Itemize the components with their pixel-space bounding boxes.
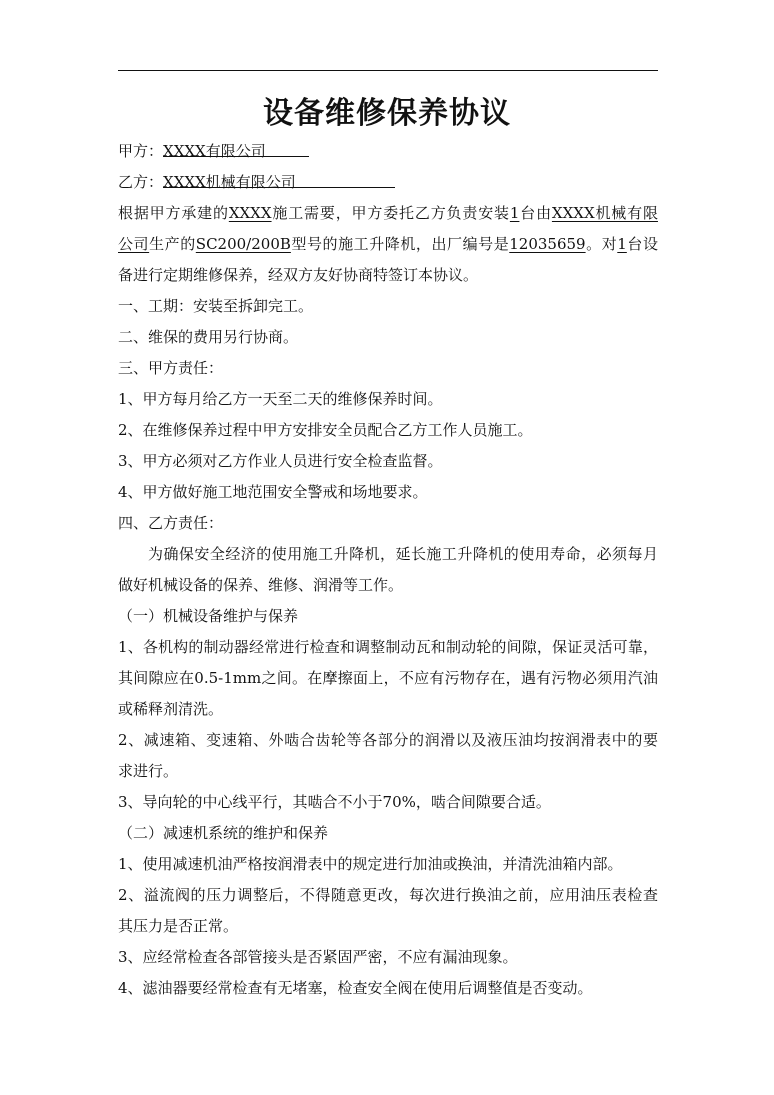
clause-fee: 二、维保的费用另行协商。 [118,328,299,346]
party-a-label: 甲方： [118,142,164,160]
section-1-item-3: 3、导向轮的中心线平行，其啮合不小于70%，啮合间隙要合适。 [118,793,551,811]
party-a-item-4: 4、甲方做好施工地范围安全警戒和场地要求。 [118,483,428,501]
party-b-label: 乙方： [118,173,164,191]
intro-text-6: 。对 [585,235,618,253]
serial-number: 12035659 [509,235,586,253]
maintenance-count: 1 [617,235,627,253]
intro-text-2: 施工需要，甲方委托乙方负责安装 [271,204,510,222]
party-b-line [118,167,658,198]
intro-line-3: 备进行定期维修保养，经双方友好协商特签订本协议。 [118,266,479,284]
party-a-name: XXXX有限公司 [163,142,266,160]
intro-line-2 [118,229,658,260]
intro-line-1 [118,198,658,229]
section-1-item-2-line-2: 求进行。 [118,762,179,780]
intro-text-1: 根据甲方承建的 [118,204,229,222]
party-a-line [118,136,658,167]
section-1-item-1-line-3: 或稀释剂清洗。 [118,700,224,718]
section-2-item-4: 4、滤油器要经常检查有无堵塞，检查安全阀在使用后调整值是否变动。 [118,979,593,997]
document-title: 设备维修保养协议 [263,96,511,131]
install-count: 1 [509,204,520,222]
clause-party-a-heading: 三、甲方责任： [118,359,224,377]
section-1-item-2-line-1: 2、减速箱、变速箱、外啮合齿轮等各部分的润滑以及液压油均按润滑表中的要 [118,731,658,749]
party-a-item-2: 2、在维修保养过程中甲方安排安全员配合乙方工作人员施工。 [118,421,533,439]
party-b-para-line-2: 做好机械设备的保养、维修、润滑等工作。 [118,576,404,594]
section-2-heading: （二）减速机系统的维护和保养 [118,824,329,842]
clause-party-b-heading: 四、乙方责任： [118,514,224,532]
section-2-item-1: 1、使用减速机油严格按润滑表中的规定进行加油或换油，并清洗油箱内部。 [118,855,623,873]
section-1-item-1-line-2: 其间隙应在0.5-1mm之间。在摩擦面上，不应有污物存在，遇有污物必须用汽油 [118,669,658,687]
party-a-item-3: 3、甲方必须对乙方作业人员进行安全检查监督。 [118,452,443,470]
party-a-name-field [163,136,309,160]
intro-text-3: 台由 [519,204,552,222]
intro-text-5: 型号的施工升降机，出厂编号是 [290,235,510,253]
section-1-item-1-line-1: 1、各机构的制动器经常进行检查和调整制动瓦和制动轮的间隙，保证灵活可靠， [118,638,658,656]
party-a-item-1: 1、甲方每月给乙方一天至二天的维修保养时间。 [118,390,443,408]
party-b-name-field [163,167,395,191]
model-number: SC200/200B [195,235,291,253]
project-name: XXXX [228,204,272,222]
section-2-item-3: 3、应经常检查各部管接头是否紧固严密，不应有漏油现象。 [118,948,518,966]
intro-text-7: 台设 [626,235,658,253]
manufacturer-part-2: 公司 [118,235,150,253]
clause-term: 一、工期：安装至拆卸完工。 [118,297,314,315]
header-rule [118,70,658,71]
manufacturer-part-1: XXXX机械有限 [551,204,658,222]
section-2-item-2-line-1: 2、溢流阀的压力调整后，不得随意更改，每次进行换油之前，应用油压表检查 [118,886,658,904]
document-body [118,136,658,1004]
party-b-name: XXXX机械有限公司 [163,173,296,191]
party-b-para-line-1: 为确保安全经济的使用施工升降机，延长施工升降机的使用寿命，必须每月 [148,545,658,563]
section-2-item-2-line-2: 其压力是否正常。 [118,917,239,935]
section-1-heading: （一）机械设备维护与保养 [118,607,299,625]
intro-text-4: 生产的 [149,235,196,253]
